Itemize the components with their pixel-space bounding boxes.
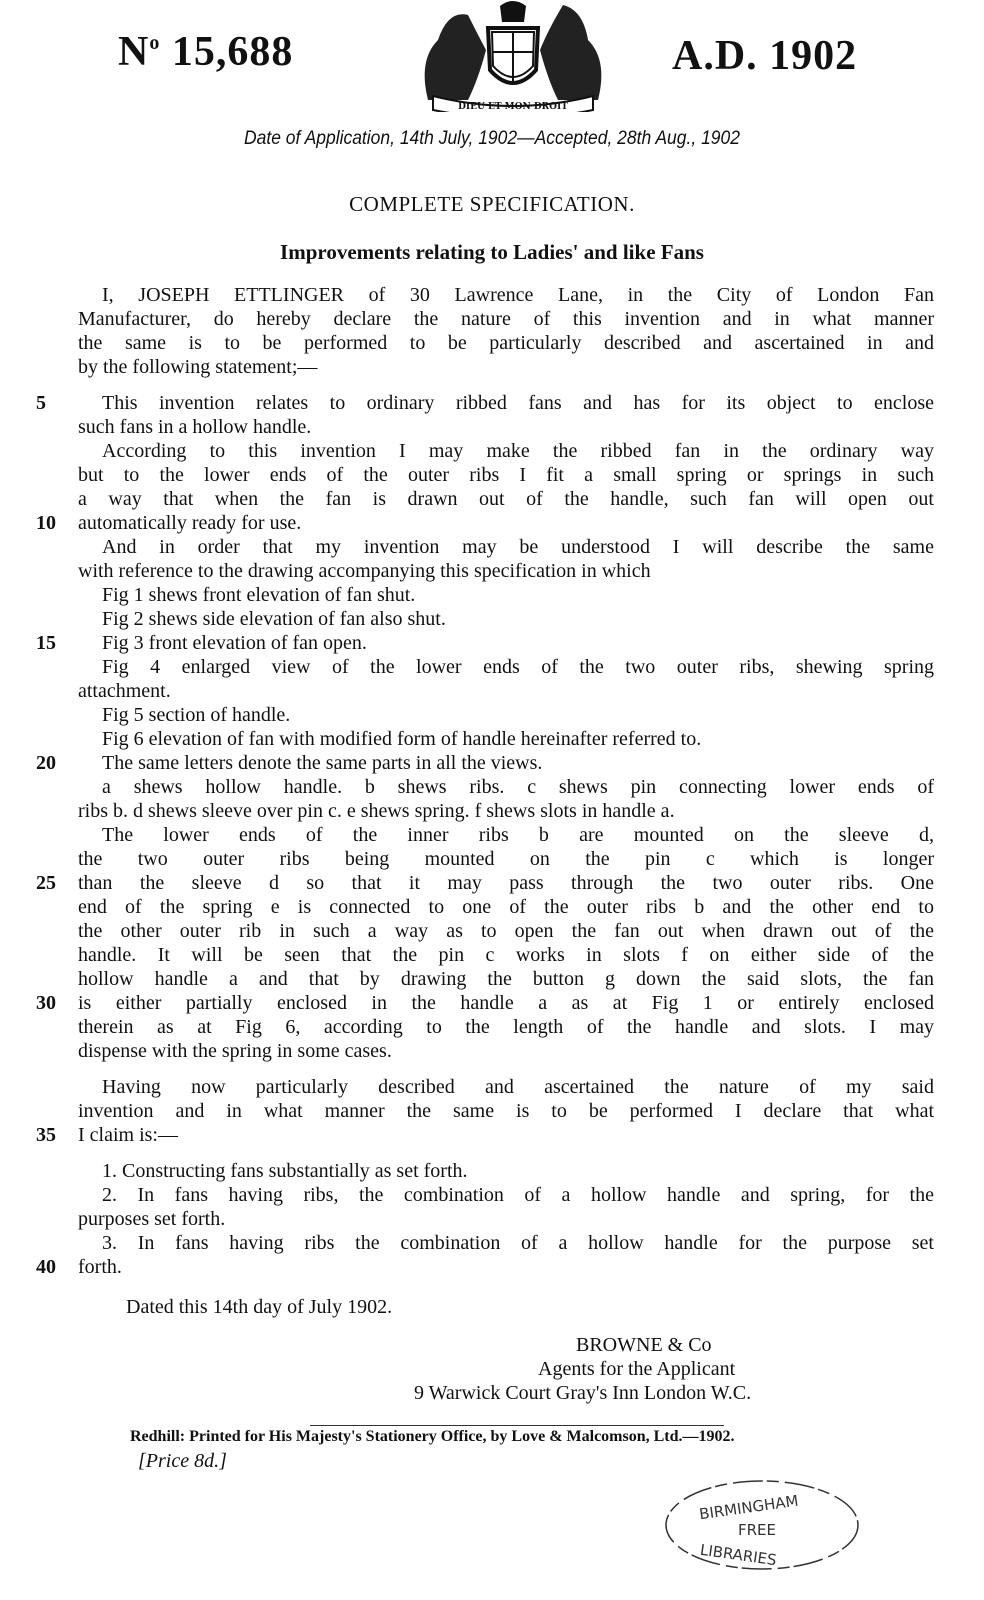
document-title: Improvements relating to Ladies' and like Fans xyxy=(280,240,704,264)
text-line xyxy=(78,487,934,511)
crest-motto: DIEU ET MON DROIT xyxy=(458,102,568,112)
svg-text:LIBRARIES: LIBRARIES xyxy=(698,1540,778,1570)
line-text: hollow handle a and that by drawing the button g down the said slots, the fan xyxy=(78,968,934,990)
text-line xyxy=(78,967,934,991)
line-text: Fig 5 section of handle. xyxy=(102,704,291,726)
text-line xyxy=(78,727,934,751)
text-line xyxy=(36,631,934,655)
line-number: 35 xyxy=(36,1124,56,1146)
line-number: 20 xyxy=(36,752,56,774)
line-text: Fig 3 front elevation of fan open. xyxy=(102,632,367,654)
line-number: 10 xyxy=(36,512,56,534)
line-text: automatically ready for use. xyxy=(78,512,302,534)
text-line xyxy=(78,283,934,307)
line-text: 1. Constructing fans substantially as set forth. xyxy=(102,1160,468,1182)
line-text: According to this invention I may make the ribbed fan in the ordinary way xyxy=(102,440,934,462)
line-number: 30 xyxy=(36,992,56,1014)
agent-block xyxy=(414,1333,910,1405)
price: [Price 8d.] xyxy=(138,1450,227,1472)
agent-name: BROWNE & Co xyxy=(576,1334,712,1356)
line-text: handle. It will be seen that the pin c works in slots f on either side of the xyxy=(78,944,934,966)
line-text: than the sleeve d so that it may pass through the two outer ribs. One xyxy=(78,872,934,894)
line-text: This invention relates to ordinary ribbed fans and has for its object to enclose xyxy=(102,392,934,414)
line-text: attachment. xyxy=(78,680,171,702)
line-number: 5 xyxy=(36,392,46,414)
text-line xyxy=(78,943,934,967)
svg-text:BIRMINGHAM: BIRMINGHAM xyxy=(698,1491,800,1524)
text-line xyxy=(78,607,934,631)
line-text: a way that when the fan is drawn out of the handle, such fan will open out xyxy=(78,488,934,510)
dated-line: Dated this 14th day of July 1902. xyxy=(126,1296,393,1318)
text-line xyxy=(78,895,934,919)
paragraph-section xyxy=(36,391,934,1063)
line-text: I, JOSEPH ETTLINGER of 30 Lawrence Lane, in the City of London Fan xyxy=(102,284,934,306)
year: A.D. 1902 xyxy=(672,33,858,79)
agent-role: Agents for the Applicant xyxy=(538,1358,736,1380)
text-line xyxy=(78,799,934,823)
text-line xyxy=(78,823,934,847)
line-number: 40 xyxy=(36,1256,56,1278)
line-text: purposes set forth. xyxy=(78,1208,226,1230)
line-text: Fig 1 shews front elevation of fan shut. xyxy=(102,584,416,606)
text-line xyxy=(78,415,934,439)
text-line xyxy=(78,679,934,703)
line-text: by the following statement;— xyxy=(78,356,318,378)
text-line xyxy=(78,1099,934,1123)
agent-address: 9 Warwick Court Gray's Inn London W.C. xyxy=(414,1382,752,1404)
line-text: with reference to the drawing accompanying this specification in which xyxy=(78,560,651,582)
text-line xyxy=(36,1255,934,1279)
divider xyxy=(310,1425,724,1426)
line-text: 3. In fans having ribs the combination of a hollow handle for the purpose set xyxy=(102,1232,934,1254)
text-line xyxy=(36,391,934,415)
svg-text:FREE: FREE xyxy=(738,1521,777,1539)
patent-number xyxy=(118,28,293,76)
paragraph-section xyxy=(36,1075,934,1147)
paragraph-section xyxy=(36,1159,934,1279)
library-stamp-icon xyxy=(660,1475,864,1573)
text-line xyxy=(78,847,934,871)
line-text: Fig 4 enlarged view of the lower ends of the two outer ribs, shewing spring xyxy=(102,656,934,678)
line-text: 2. In fans having ribs, the combination of a hollow handle and spring, for the xyxy=(102,1184,934,1206)
line-text: Fig 6 elevation of fan with modified form of handle hereinafter referred to. xyxy=(102,728,702,750)
text-line xyxy=(78,655,934,679)
line-text: therein as at Fig 6, according to the length of the handle and slots. I may xyxy=(78,1016,934,1038)
line-text: dispense with the spring in some cases. xyxy=(78,1040,392,1062)
text-line xyxy=(78,1231,934,1255)
text-line xyxy=(36,871,934,895)
line-text: the two outer ribs being mounted on the pin c which is longer xyxy=(78,848,934,870)
line-text: such fans in a hollow handle. xyxy=(78,416,312,438)
text-line xyxy=(78,1159,934,1183)
text-line xyxy=(78,919,934,943)
line-text: Fig 2 shews side elevation of fan also shut. xyxy=(102,608,446,630)
line-text: forth. xyxy=(78,1256,122,1278)
line-text: invention and in what manner the same is to be performed I declare that what xyxy=(78,1100,934,1122)
text-line xyxy=(36,1123,934,1147)
text-line xyxy=(78,559,934,583)
text-line xyxy=(78,331,934,355)
line-text: but to the lower ends of the outer ribs I fit a small spring or springs in such xyxy=(78,464,934,486)
text-line xyxy=(78,535,934,559)
text-line xyxy=(36,991,934,1015)
line-text: The same letters denote the same parts in all the views. xyxy=(102,752,543,774)
line-text: end of the spring e is connected to one of the outer ribs b and the other end to xyxy=(78,896,934,918)
line-text: the other outer rib in such a way as to open the fan out when drawn out of the xyxy=(78,920,934,942)
line-text: The lower ends of the inner ribs b are mounted on the sleeve d, xyxy=(102,824,934,846)
text-line xyxy=(78,1183,934,1207)
line-text: I claim is:— xyxy=(78,1124,178,1146)
printer-line: Redhill: Printed for His Majesty's Stationery Office, by Love & Malcomson, Ltd.—1902. xyxy=(130,1428,735,1445)
line-text: Having now particularly described and ascertained the nature of my said xyxy=(102,1076,934,1098)
application-dates: Date of Application, 14th July, 1902—Accepted, 28th Aug., 1902 xyxy=(244,128,740,149)
text-line xyxy=(78,1039,934,1063)
text-line xyxy=(78,307,934,331)
paragraph-section xyxy=(78,283,934,379)
line-text: Manufacturer, do hereby declare the nature of this invention and in what manner xyxy=(78,308,934,330)
text-line xyxy=(78,355,934,379)
text-line xyxy=(36,511,934,535)
line-text: And in order that my invention may be understood I will describe the same xyxy=(102,536,934,558)
line-text: the same is to be performed to be particularly described and ascertained in and xyxy=(78,332,934,354)
number-prefix: N xyxy=(118,29,150,75)
number-value: 15,688 xyxy=(171,29,294,75)
text-line xyxy=(78,703,934,727)
line-text: is either partially enclosed in the handle a as at Fig 1 or entirely enclosed xyxy=(78,992,934,1014)
line-number: 25 xyxy=(36,872,56,894)
text-line xyxy=(78,775,934,799)
text-line xyxy=(78,1075,934,1099)
number-suffix: o xyxy=(149,32,161,54)
line-number: 15 xyxy=(36,632,56,654)
text-line xyxy=(78,583,934,607)
specification-body xyxy=(36,283,934,1291)
text-line xyxy=(78,463,934,487)
text-line xyxy=(36,751,934,775)
text-line xyxy=(78,1015,934,1039)
line-text: ribs b. d shews sleeve over pin c. e shews spring. f shews slots in handle a. xyxy=(78,800,675,822)
royal-coat-of-arms-icon xyxy=(408,0,618,112)
specification-label: COMPLETE SPECIFICATION. xyxy=(349,192,635,216)
text-line xyxy=(78,1207,934,1231)
line-text: a shews hollow handle. b shews ribs. c shews pin connecting lower ends of xyxy=(102,776,934,798)
text-line xyxy=(78,439,934,463)
